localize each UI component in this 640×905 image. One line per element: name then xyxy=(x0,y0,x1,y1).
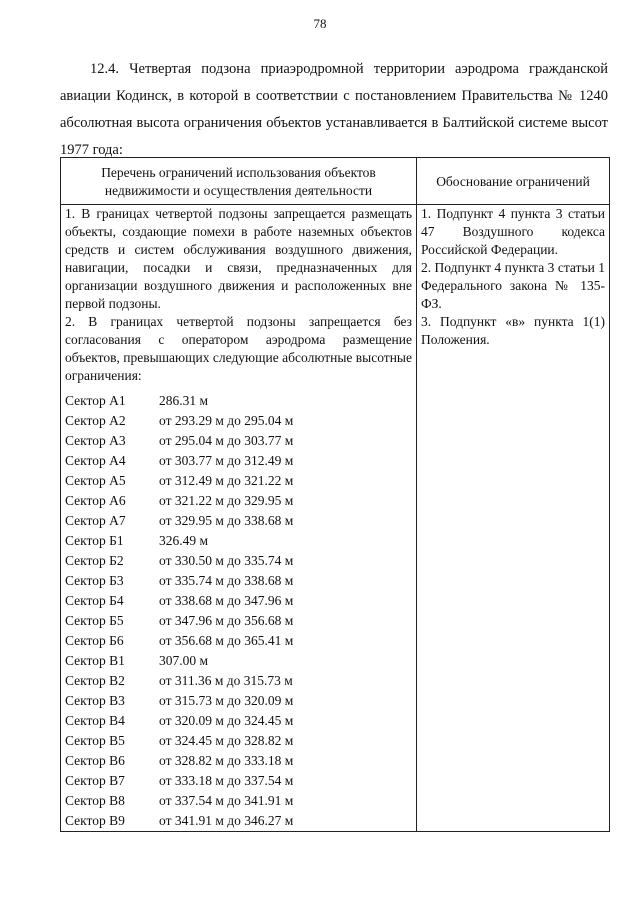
sector-name: Сектор В7 xyxy=(65,773,125,788)
intro-text: 12.4. Четвертая подзона приаэродромной территории аэродрома гражданской авиации Кодинск, в которой в соответствии с постановлением Правительства № 1240 абсолютная высота ограничения объектов устанавливается в Балтийской системе высот 1977 года: xyxy=(60,61,608,158)
sector-name: Сектор А6 xyxy=(65,493,126,508)
sector-name: Сектор В5 xyxy=(65,733,125,748)
sector-value: от 335.74 м до 338.68 м xyxy=(159,573,294,588)
sector-row xyxy=(65,671,412,691)
sector-row xyxy=(65,471,412,491)
sector-name: Сектор А4 xyxy=(65,453,126,468)
sector-value: от 293.29 м до 295.04 м xyxy=(159,413,294,428)
sector-value: 286.31 м xyxy=(159,393,209,408)
header-restrictions: Перечень ограничений использования объектов недвижимости и осуществления деятельности xyxy=(61,158,417,205)
sector-value: от 312.49 м до 321.22 м xyxy=(159,473,294,488)
page-number: 78 xyxy=(313,16,327,31)
sector-name: Сектор В9 xyxy=(65,813,125,828)
sector-value: от 330.50 м до 335.74 м xyxy=(159,553,294,568)
sector-row xyxy=(65,811,412,831)
sector-row xyxy=(65,771,412,791)
sector-value: от 337.54 м до 341.91 м xyxy=(159,793,294,808)
basis-cell xyxy=(417,205,610,832)
sector-row xyxy=(65,751,412,771)
sector-name: Сектор Б3 xyxy=(65,573,124,588)
restriction-paragraph-2: 2. В границах четвертой подзоны запрещается без согласования с оператором аэродрома размещение объектов, превышающих следующие абсолютные высотные ограничения: xyxy=(65,314,412,383)
sector-value: от 347.96 м до 356.68 м xyxy=(159,613,294,628)
sector-name: Сектор Б1 xyxy=(65,533,124,548)
sector-row xyxy=(65,511,412,531)
sector-row xyxy=(65,531,412,551)
sector-name: Сектор В2 xyxy=(65,673,125,688)
sector-name: Сектор А1 xyxy=(65,393,126,408)
header-basis: Обоснование ограничений xyxy=(417,158,610,205)
sector-value: 307.00 м xyxy=(159,653,209,668)
sector-value: от 320.09 м до 324.45 м xyxy=(159,713,294,728)
basis-item-2: 2. Подпункт 4 пункта 3 статьи 1 Федерального закона № 135-ФЗ. xyxy=(421,260,605,311)
sector-value: от 356.68 м до 365.41 м xyxy=(159,633,294,648)
sector-value: от 328.82 м до 333.18 м xyxy=(159,753,294,768)
restrictions-cell xyxy=(61,205,417,832)
sector-row xyxy=(65,431,412,451)
sector-row xyxy=(65,651,412,671)
sector-name: Сектор В8 xyxy=(65,793,125,808)
restrictions-table xyxy=(60,157,610,832)
sector-row xyxy=(65,411,412,431)
table-row xyxy=(61,205,610,832)
sector-value: от 324.45 м до 328.82 м xyxy=(159,733,294,748)
sector-row xyxy=(65,451,412,471)
sector-list xyxy=(65,391,412,831)
sector-name: Сектор А2 xyxy=(65,413,126,428)
sector-name: Сектор Б6 xyxy=(65,633,124,648)
sector-value: от 295.04 м до 303.77 м xyxy=(159,433,294,448)
sector-row xyxy=(65,711,412,731)
sector-row xyxy=(65,551,412,571)
sector-name: Сектор А3 xyxy=(65,433,126,448)
sector-name: Сектор В1 xyxy=(65,653,125,668)
sector-name: Сектор В6 xyxy=(65,753,125,768)
sector-name: Сектор В4 xyxy=(65,713,125,728)
basis-item-3: 3. Подпункт «в» пункта 1(1) Положения. xyxy=(421,314,605,347)
sector-name: Сектор А5 xyxy=(65,473,126,488)
sector-value: от 303.77 м до 312.49 м xyxy=(159,453,294,468)
sector-value: от 341.91 м до 346.27 м xyxy=(159,813,294,828)
sector-name: Сектор Б4 xyxy=(65,593,124,608)
sector-value: от 311.36 м до 315.73 м xyxy=(159,673,293,688)
sector-row xyxy=(65,571,412,591)
sector-name: Сектор Б5 xyxy=(65,613,124,628)
sector-name: Сектор А7 xyxy=(65,513,126,528)
sector-value: от 329.95 м до 338.68 м xyxy=(159,513,294,528)
sector-row xyxy=(65,691,412,711)
sector-row xyxy=(65,491,412,511)
sector-value: от 315.73 м до 320.09 м xyxy=(159,693,294,708)
basis-item-1: 1. Подпункт 4 пункта 3 статьи 47 Воздушного кодекса Российской Федерации. xyxy=(421,206,605,257)
sector-value: от 321.22 м до 329.95 м xyxy=(159,493,294,508)
sector-value: от 333.18 м до 337.54 м xyxy=(159,773,294,788)
sector-row xyxy=(65,611,412,631)
sector-row xyxy=(65,791,412,811)
restriction-paragraph-1: 1. В границах четвертой подзоны запрещается размещать объекты, создающие помехи в работе наземных объектов средств и систем обслуживания воздушного движения, навигации, посадки и связи, предназначенных для организации воздушного движения и расположенных вне первой подзоны. xyxy=(65,206,412,311)
sector-row xyxy=(65,391,412,411)
sector-row xyxy=(65,591,412,611)
sector-name: Сектор В3 xyxy=(65,693,125,708)
sector-value: 326.49 м xyxy=(159,533,209,548)
sector-row xyxy=(65,731,412,751)
sector-row xyxy=(65,631,412,651)
table-header-row xyxy=(61,158,610,205)
sector-name: Сектор Б2 xyxy=(65,553,124,568)
intro-paragraph xyxy=(60,56,608,164)
sector-value: от 338.68 м до 347.96 м xyxy=(159,593,294,608)
